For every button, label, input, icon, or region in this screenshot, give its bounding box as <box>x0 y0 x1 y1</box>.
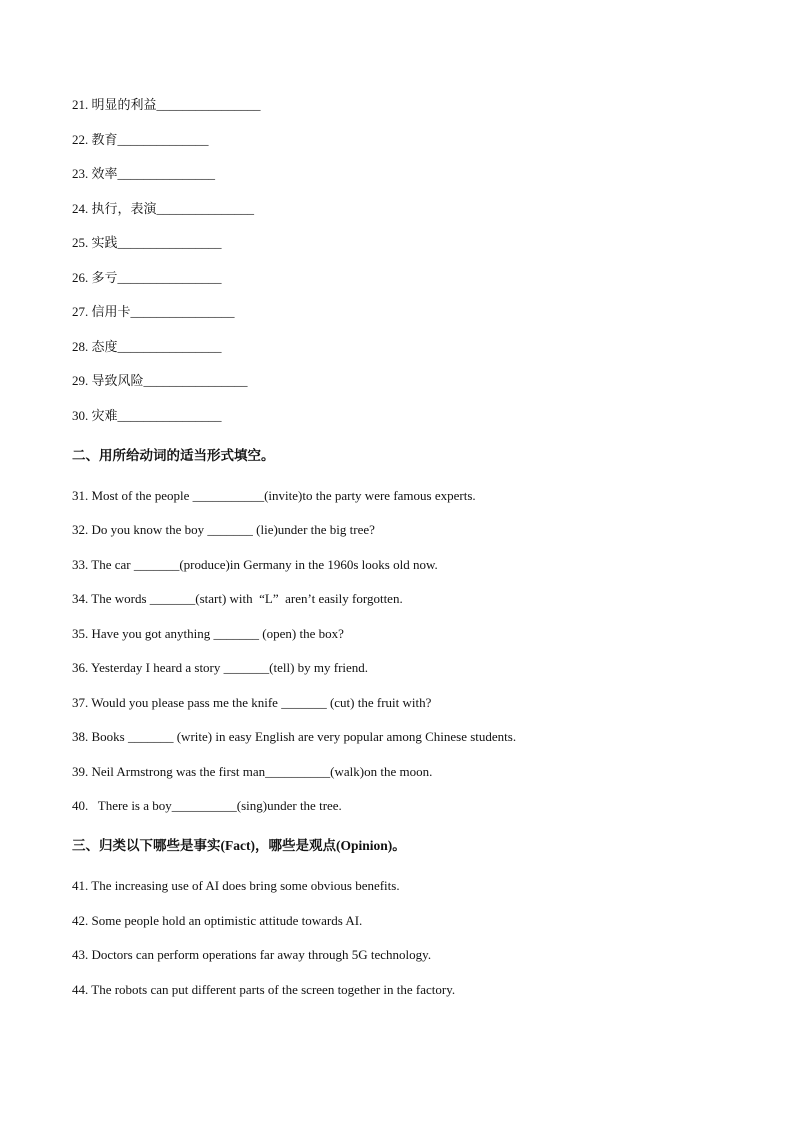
verb-item-37: 37. Would you please pass me the knife _______ (cut) the fruit with? <box>72 695 432 710</box>
fact-opinion-item-43: 43. Doctors can perform operations far away through 5G technology. <box>72 947 432 962</box>
vocab-item-26: 26. 多亏________________ <box>72 270 222 285</box>
fact-opinion-item-41: 41. The increasing use of AI does bring some obvious benefits. <box>72 878 400 893</box>
verb-item-36: 36. Yesterday I heard a story _______(tell) by my friend. <box>72 660 369 675</box>
verb-item-32: 32. Do you know the boy _______ (lie)under the big tree? <box>72 522 375 537</box>
vocab-item-29: 29. 导致风险________________ <box>72 373 248 388</box>
verb-item-31: 31. Most of the people ___________(invite)to the party were famous experts. <box>72 488 476 503</box>
verb-item-39: 39. Neil Armstrong was the first man__________(walk)on the moon. <box>72 764 433 779</box>
verb-item-34: 34. The words _______(start) with “L” aren’t easily forgotten. <box>72 591 403 606</box>
verb-item-40: 40. There is a boy__________(sing)under the tree. <box>72 798 342 813</box>
fact-opinion-item-44: 44. The robots can put different parts of the screen together in the factory. <box>72 982 456 997</box>
vocab-item-28: 28. 态度________________ <box>72 339 222 354</box>
vocab-item-25: 25. 实践________________ <box>72 235 222 250</box>
vocab-item-24: 24. 执行，表演_______________ <box>72 201 255 216</box>
section-2-heading: 二、用所给动词的适当形式填空。 <box>72 448 275 463</box>
vocab-item-27: 27. 信用卡________________ <box>72 304 235 319</box>
section-3-heading: 三、归类以下哪些是事实(Fact)，哪些是观点(Opinion)。 <box>72 838 406 853</box>
vocab-item-21: 21. 明显的利益________________ <box>72 97 261 112</box>
verb-item-35: 35. Have you got anything _______ (open) the box? <box>72 626 344 641</box>
vocab-item-22: 22. 教育______________ <box>72 132 209 147</box>
verb-item-38: 38. Books _______ (write) in easy English are very popular among Chinese students. <box>72 729 517 744</box>
vocab-item-23: 23. 效率_______________ <box>72 166 216 181</box>
vocab-item-30: 30. 灾难________________ <box>72 408 222 423</box>
verb-item-33: 33. The car _______(produce)in Germany in the 1960s looks old now. <box>72 557 438 572</box>
fact-opinion-item-42: 42. Some people hold an optimistic attitude towards AI. <box>72 913 363 928</box>
